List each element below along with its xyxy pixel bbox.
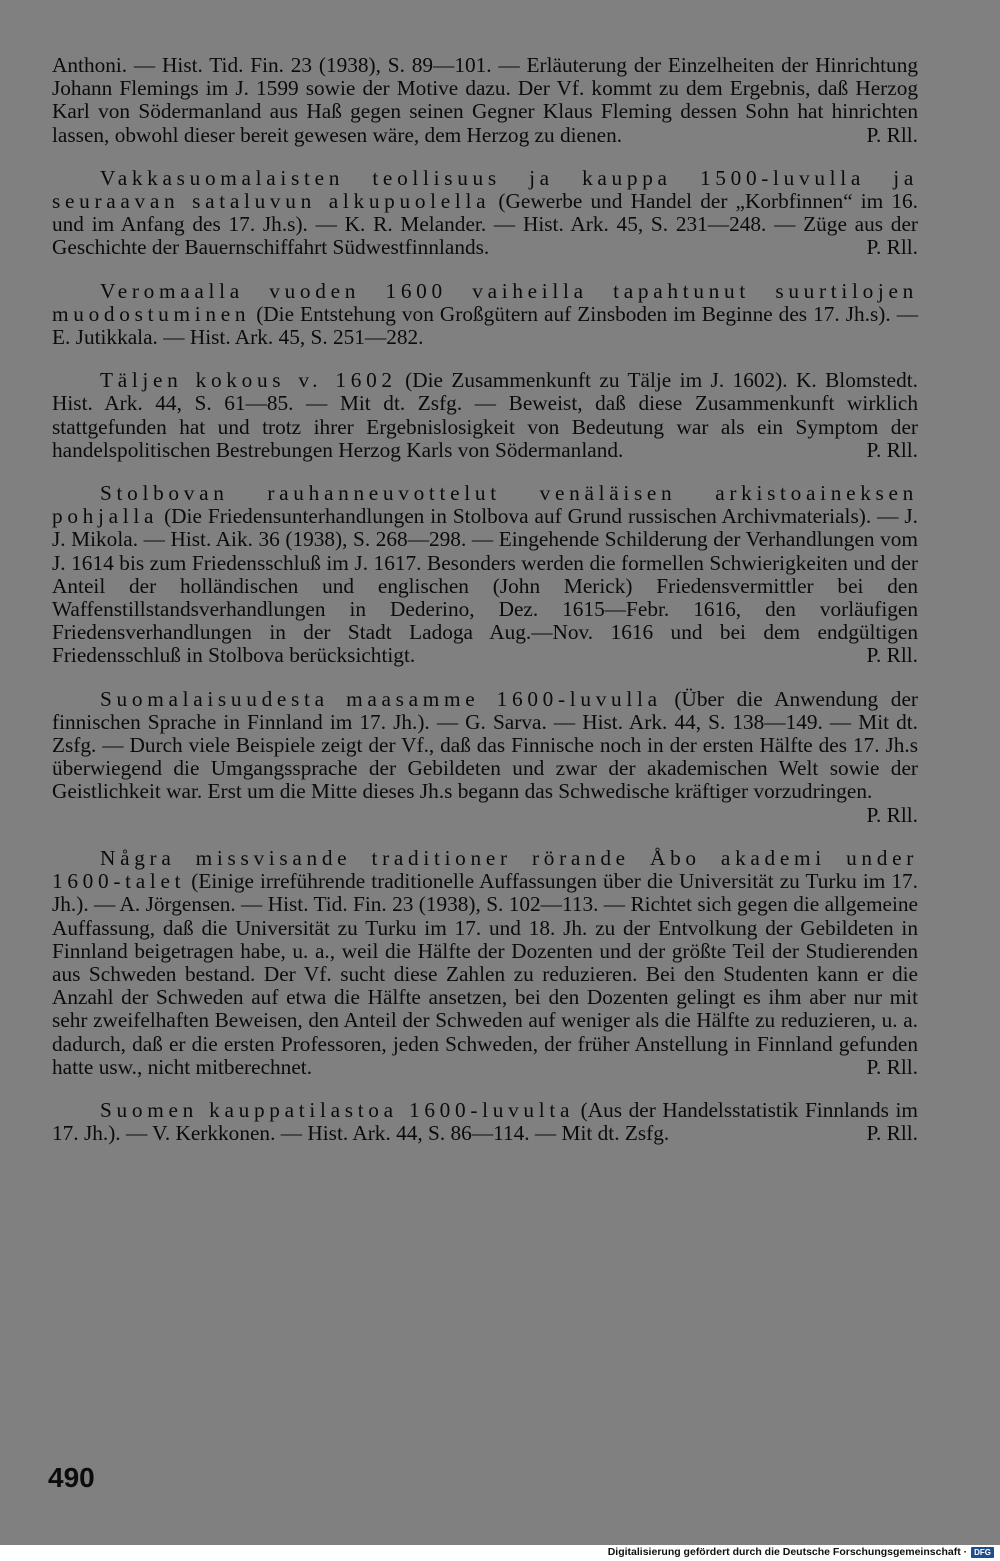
entry-5-title: Stolbovan rauhanneuvottelut venäläisen arkistoaineksen pohjalla: [52, 481, 918, 529]
entry-3-body: (Die Entstehung von Großgütern auf Zinsboden im Beginne des 17. Jh.s). — E. Jutikkala. — Hist. Ark. 45, S. 251—282.: [52, 301, 919, 350]
dfg-logo-icon: DFG: [971, 1547, 994, 1558]
entry-2-body: (Gewerbe und Handel der „Korbfinnen“ im 16. und im Anfang des 17. Jh.s). — K. R. Melander. — Hist. Ark. 45, S. 231—248. — Züge aus der Geschichte der Bauernschiffahrt Südwestfinnlands.: [52, 189, 919, 260]
entry-7: [52, 847, 918, 1079]
entry-5: [52, 482, 918, 668]
entry-6-body: (Über die Anwendung der finnischen Sprache in Finnland im 17. Jh.). — G. Sarva. — Hist. Ark. 44, S. 138—149. — Mit dt. Zsfg. — Durch viele Beispiele zeigt der Vf., daß das Finnische noch in der ersten Hälfte des 17. Jh.s überwiegend die Umgangssprache der Gebildeten und zwar der akademischen Welt sowie der Geistlichkeit war. Erst um die Mitte dieses Jh.s begann das Schwedische kräftiger vorzudringen.: [52, 686, 918, 804]
entry-4-body: (Die Zusammenkunft zu Tälje im J. 1602). K. Blomstedt. Hist. Ark. 44, S. 61—85. — Mit dt. Zsfg. — Beweist, daß diese Zusammenkunft wirklich stattgefunden hat und trotz ihrer Ergebnislosigkeit von Bedeutung war als ein Symptom der handelspolitischen Bestrebungen Herzog Karls von Södermanland.: [52, 368, 918, 462]
entry-7-body: (Einige irreführende traditionelle Auffassungen über die Universität zu Turku im 17. Jh.). — A. Jörgensen. — Hist. Tid. Fin. 23 (1938), S. 102—113. — Richtet sich gegen die allgemeine Auffassung, daß die Universität zu Turku im 17. und 18. Jh. zu der Entvolkung der Gebildeten in Finnland beigetragen habe, u. a., weil die Hälfte der Dozenten und der größte Teil der Studierenden aus Schweden bestand. Der Vf. sucht diese Zahlen zu reduzieren. Bei den Studenten kann er die Anzahl der Schweden auf etwa die Hälfte ansetzen, bei den Dozenten gelingt es ihm aber nur mit sehr zweifelhaften Beweisen, den Anteil der Schweden auf weniger als die Hälfte zu reduzieren, u. a. dadurch, daß er die ersten Professoren, jeden Schweden, der früher Anstellung in Finnland gefunden hatte usw., nicht mitberechnet.: [52, 869, 918, 1079]
entry-2: [52, 167, 918, 260]
entry-6-title: Suomalaisuudesta maasamme 1600-luvulla: [100, 686, 662, 711]
entry-2-signature: P. Rll.: [866, 235, 918, 260]
entry-1: [52, 54, 918, 147]
entry-6-signature: P. Rll.: [866, 802, 918, 827]
entry-7-signature: P. Rll.: [866, 1054, 918, 1079]
entry-8-title: Suomen kauppatilastoa 1600-luvulta: [100, 1097, 575, 1122]
entry-1-body: Anthoni. — Hist. Tid. Fin. 23 (1938), S. 89—101. — Erläuterung der Einzelheiten der Hinrichtung Johann Flemings im J. 1599 sowie der Motive dazu. Der Vf. kommt zu dem Ergebnis, daß Herzog Karl von Södermanland aus Haß gegen seinen Gegner Klaus Fleming dessen Sohn hat hinrichten lassen, obwohl dieser bereit gewesen wäre, dem Herzog zu dienen.: [52, 53, 918, 147]
entry-2-title: Vakkasuomalaisten teollisuus ja kauppa 1500-luvulla ja seuraavan sataluvun alkupuolella: [52, 165, 918, 214]
entry-6: [52, 688, 918, 827]
entry-5-signature: P. Rll.: [866, 643, 918, 668]
bibliography-page: [52, 54, 918, 1165]
entry-8-signature: P. Rll.: [866, 1121, 918, 1146]
entry-7-title: Några missvisande traditioner rörande Åbo akademi under 1600-talet: [52, 845, 918, 894]
entry-8-body: (Aus der Handelsstatistik Finnlands im 17. Jh.). — V. Kerkkonen. — Hist. Ark. 44, S. 86—114. — Mit dt. Zsfg.: [52, 1097, 918, 1146]
entry-4: [52, 369, 918, 462]
entry-4-title: Täljen kokous v. 1602: [100, 368, 397, 393]
footer-credit: [608, 1546, 994, 1558]
entry-5-body: (Die Friedensunterhandlungen in Stolbova auf Grund russischen Archivmaterials). — J. J. Mikola. — Hist. Aik. 36 (1938), S. 268—298. — Eingehende Schilderung der Verhandlungen vom J. 1614 bis zum Friedensschluß im J. 1617. Besonders werden die formellen Schwierigkeiten und der Anteil der holländischen und englischen (John Merick) Friedensvermittler bei den Waffenstillstandsverhandlungen in Dederino, Dez. 1615—Febr. 1616, den vorläufigen Friedensverhandlungen in der Stadt Ladoga Aug.—Nov. 1616 und bei dem endgültigen Friedensschluß in Stolbova berücksichtigt.: [52, 504, 918, 668]
entry-3-title: Veromaalla vuoden 1600 vaiheilla tapahtunut suurtilojen muodostuminen: [52, 278, 918, 326]
entry-3: [52, 280, 918, 350]
entry-4-signature: P. Rll.: [866, 437, 918, 462]
entry-1-signature: P. Rll.: [866, 122, 918, 147]
entry-8: [52, 1099, 918, 1145]
page-number: 490: [48, 1462, 95, 1493]
footer-credit-text: Digitalisierung gefördert durch die Deutsche Forschungsgemeinschaft ·: [607, 1546, 968, 1558]
